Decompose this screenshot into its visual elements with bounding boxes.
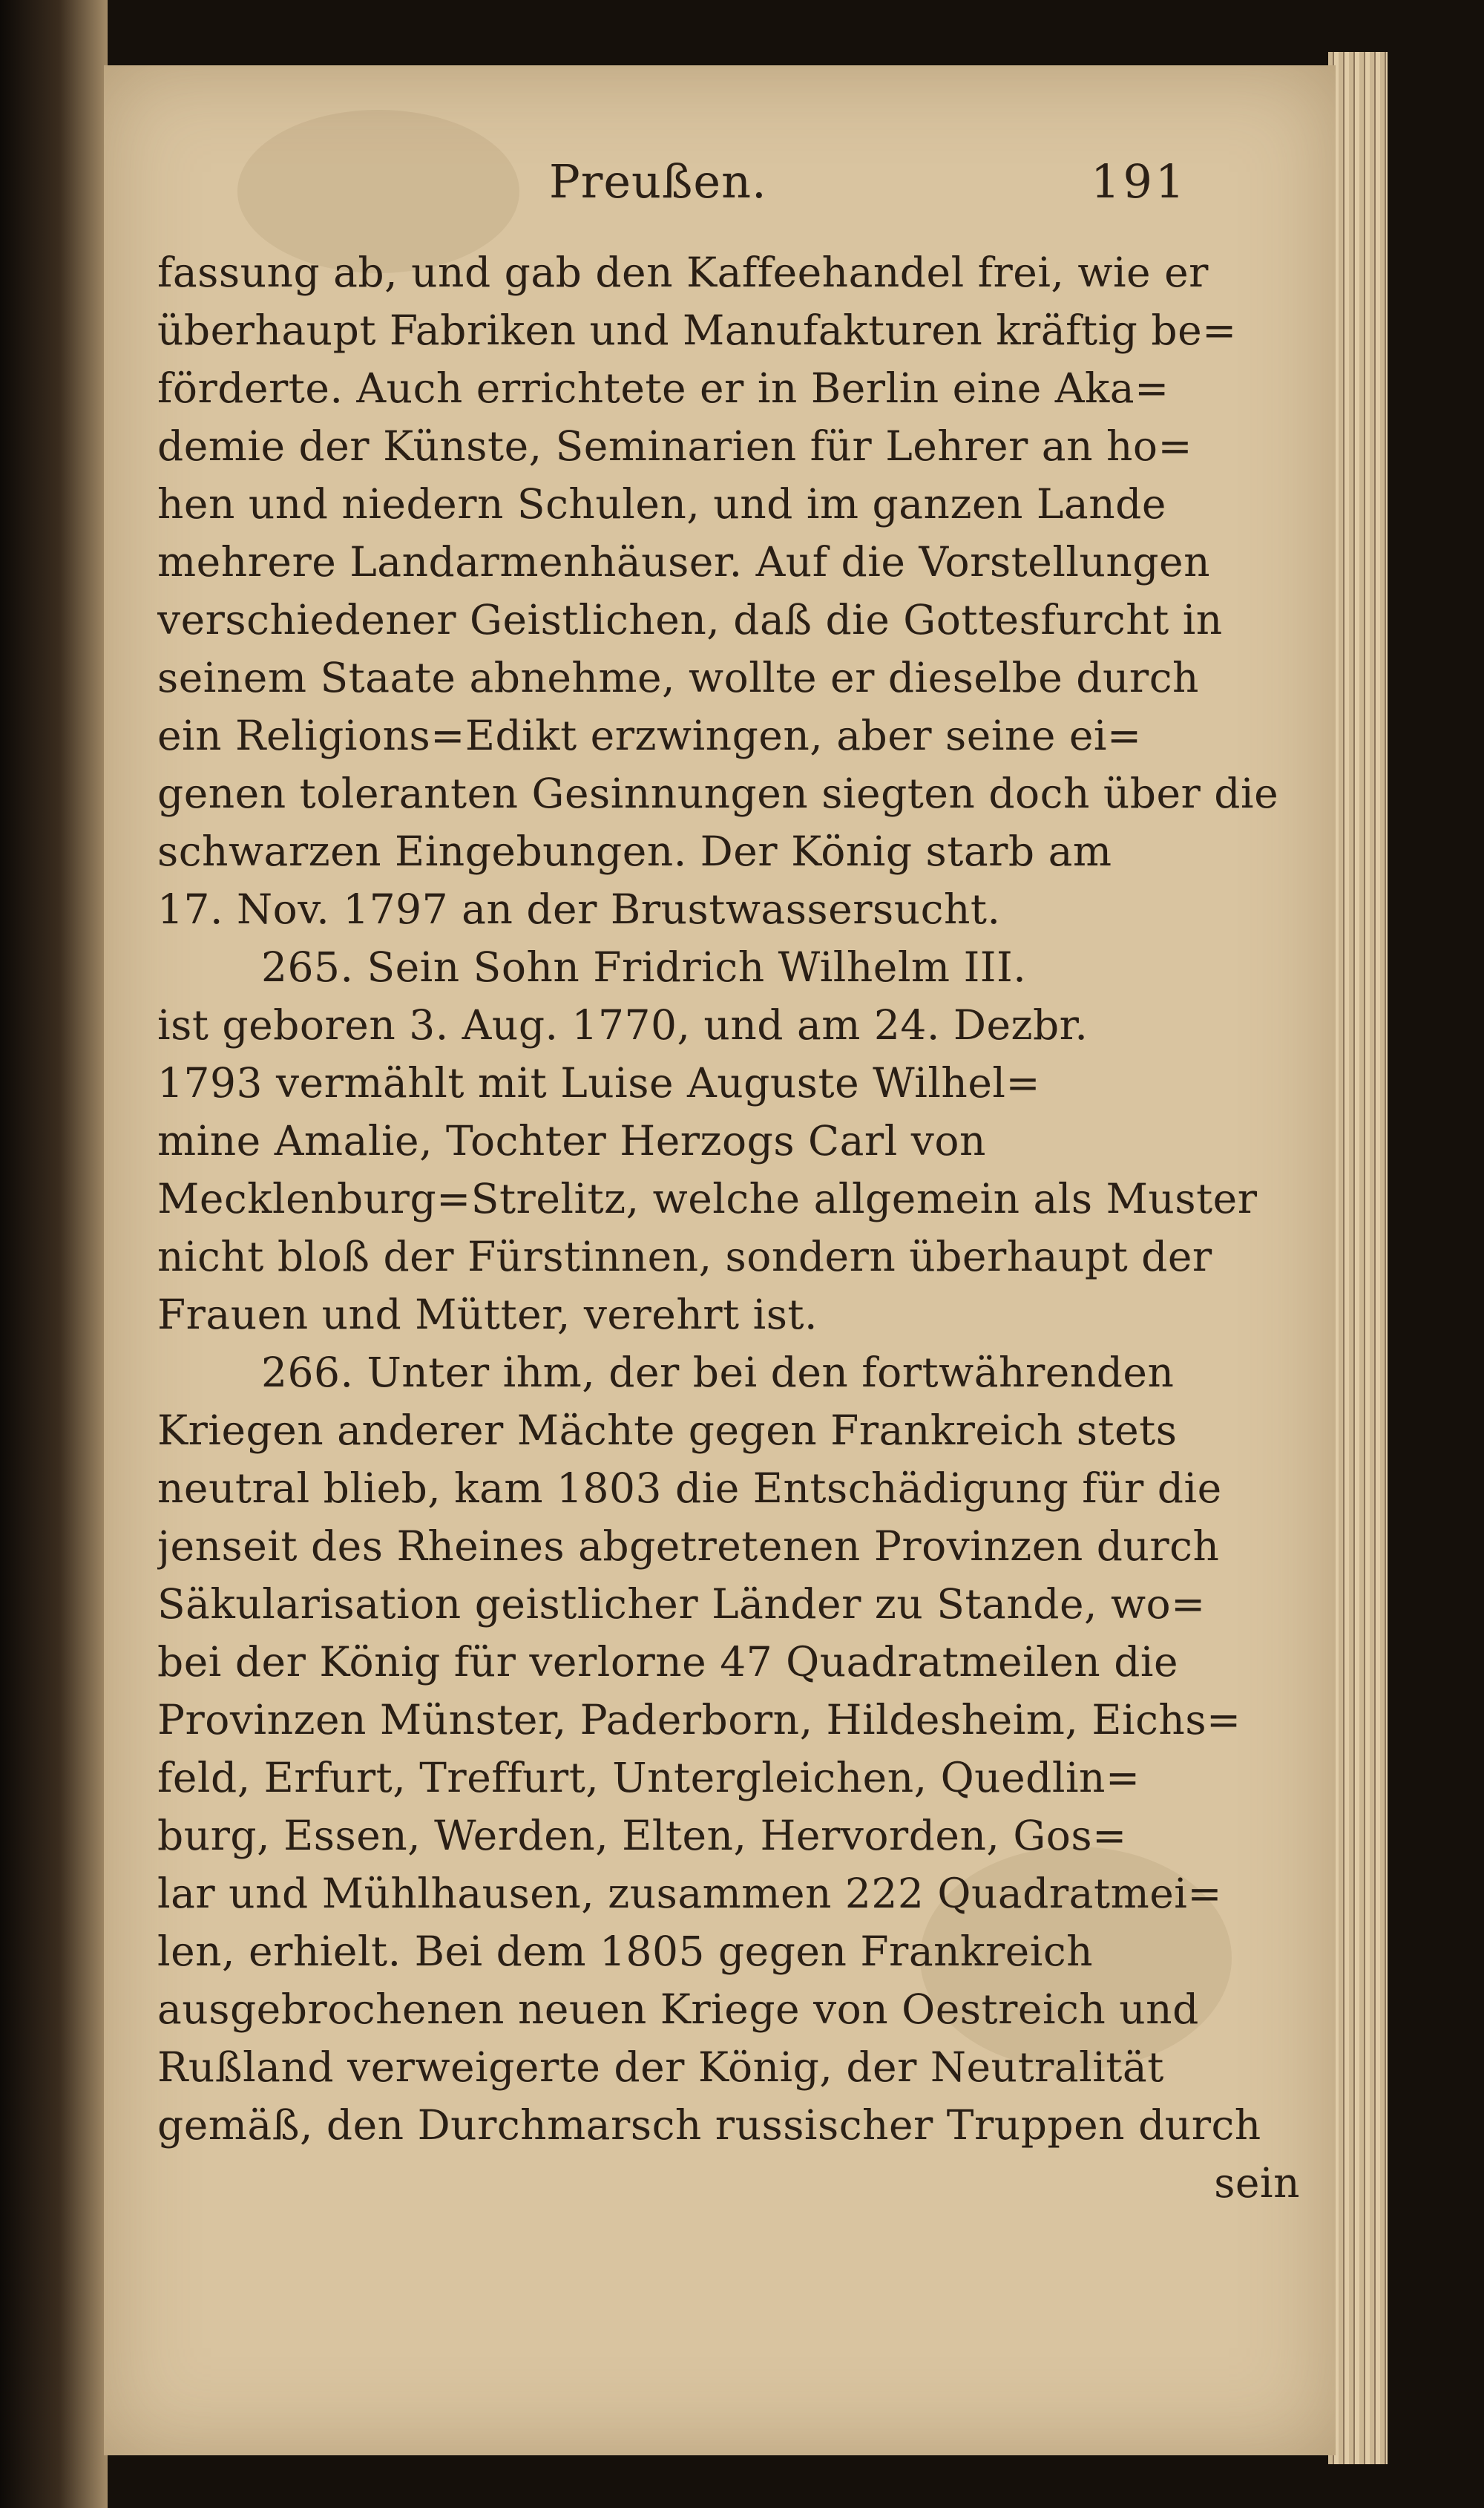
text-line: 17. Nov. 1797 an der Brustwassersucht. xyxy=(157,885,1001,933)
text-line: jenseit des Rheines abgetretenen Provinzen durch xyxy=(157,1522,1220,1570)
text-line: Mecklenburg=Strelitz, welche allgemein als Muster xyxy=(157,1175,1258,1222)
text-line: ausgebrochenen neuen Kriege von Oestreich und xyxy=(157,1985,1199,2033)
text-line: überhaupt Fabriken und Manufakturen kräftig be= xyxy=(157,307,1237,354)
text-line: Provinzen Münster, Paderborn, Hildesheim, Eichs= xyxy=(157,1696,1241,1744)
text-line: verschiedener Geistlichen, daß die Gottesfurcht in xyxy=(157,596,1223,644)
page-header xyxy=(104,154,1336,243)
text-line: burg, Essen, Werden, Elten, Hervorden, Gos= xyxy=(157,1812,1127,1859)
text-line: nicht bloß der Fürstinnen, sondern überhaupt der xyxy=(157,1233,1212,1280)
text-line: Kriegen anderer Mächte gegen Frankreich stets xyxy=(157,1407,1178,1454)
text-line: förderte. Auch errichtete er in Berlin eine Aka= xyxy=(157,364,1169,412)
text-line: neutral blieb, kam 1803 die Entschädigung für die xyxy=(157,1464,1222,1512)
text-line: gemäß, den Durchmarsch russischer Truppen durch xyxy=(157,2101,1261,2149)
text-line: ein Religions=Edikt erzwingen, aber seine ei= xyxy=(157,712,1142,759)
book-page xyxy=(104,65,1336,2455)
text-line: Rußland verweigerte der König, der Neutralität xyxy=(157,2043,1164,2091)
text-line: len, erhielt. Bei dem 1805 gegen Frankreich xyxy=(157,1928,1094,1975)
page-stack-edge xyxy=(1328,52,1388,2464)
text-line: genen toleranten Gesinnungen siegten doch über die xyxy=(157,770,1279,817)
text-line: 1793 vermählt mit Luise Auguste Wilhel= xyxy=(157,1059,1041,1107)
text-line: demie der Künste, Seminarien für Lehrer an ho= xyxy=(157,422,1193,470)
text-line: feld, Erfurt, Treffurt, Untergleichen, Quedlin= xyxy=(157,1754,1140,1801)
text-line: Frauen und Mütter, verehrt ist. xyxy=(157,1291,818,1338)
text-line: 266. Unter ihm, der bei den fortwährenden xyxy=(261,1349,1175,1396)
text-line: ist geboren 3. Aug. 1770, und am 24. Dezbr. xyxy=(157,1001,1089,1049)
text-line: 265. Sein Sohn Fridrich Wilhelm III. xyxy=(261,943,1027,991)
text-line: bei der König für verlorne 47 Quadratmeilen die xyxy=(157,1638,1179,1686)
body-text xyxy=(157,243,1315,2212)
text-line: lar und Mühlhausen, zusammen 222 Quadratmei= xyxy=(157,1870,1222,1917)
catchword: sein xyxy=(1214,2159,1300,2207)
text-line: hen und niedern Schulen, und im ganzen Lande xyxy=(157,480,1166,528)
text-line: mine Amalie, Tochter Herzogs Carl von xyxy=(157,1117,986,1165)
text-line: mehrere Landarmenhäuser. Auf die Vorstellungen xyxy=(157,538,1211,586)
text-line: Säkularisation geistlicher Länder zu Stande, wo= xyxy=(157,1580,1206,1628)
book-gutter-shadow xyxy=(0,0,108,2508)
text-line: seinem Staate abnehme, wollte er dieselbe durch xyxy=(157,654,1199,701)
text-line: schwarzen Eingebungen. Der König starb am xyxy=(157,828,1112,875)
page-number: 191 xyxy=(1091,154,1188,209)
text-line: fassung ab, und gab den Kaffeehandel frei, wie er xyxy=(157,249,1209,296)
running-head: Preußen. xyxy=(549,154,767,209)
